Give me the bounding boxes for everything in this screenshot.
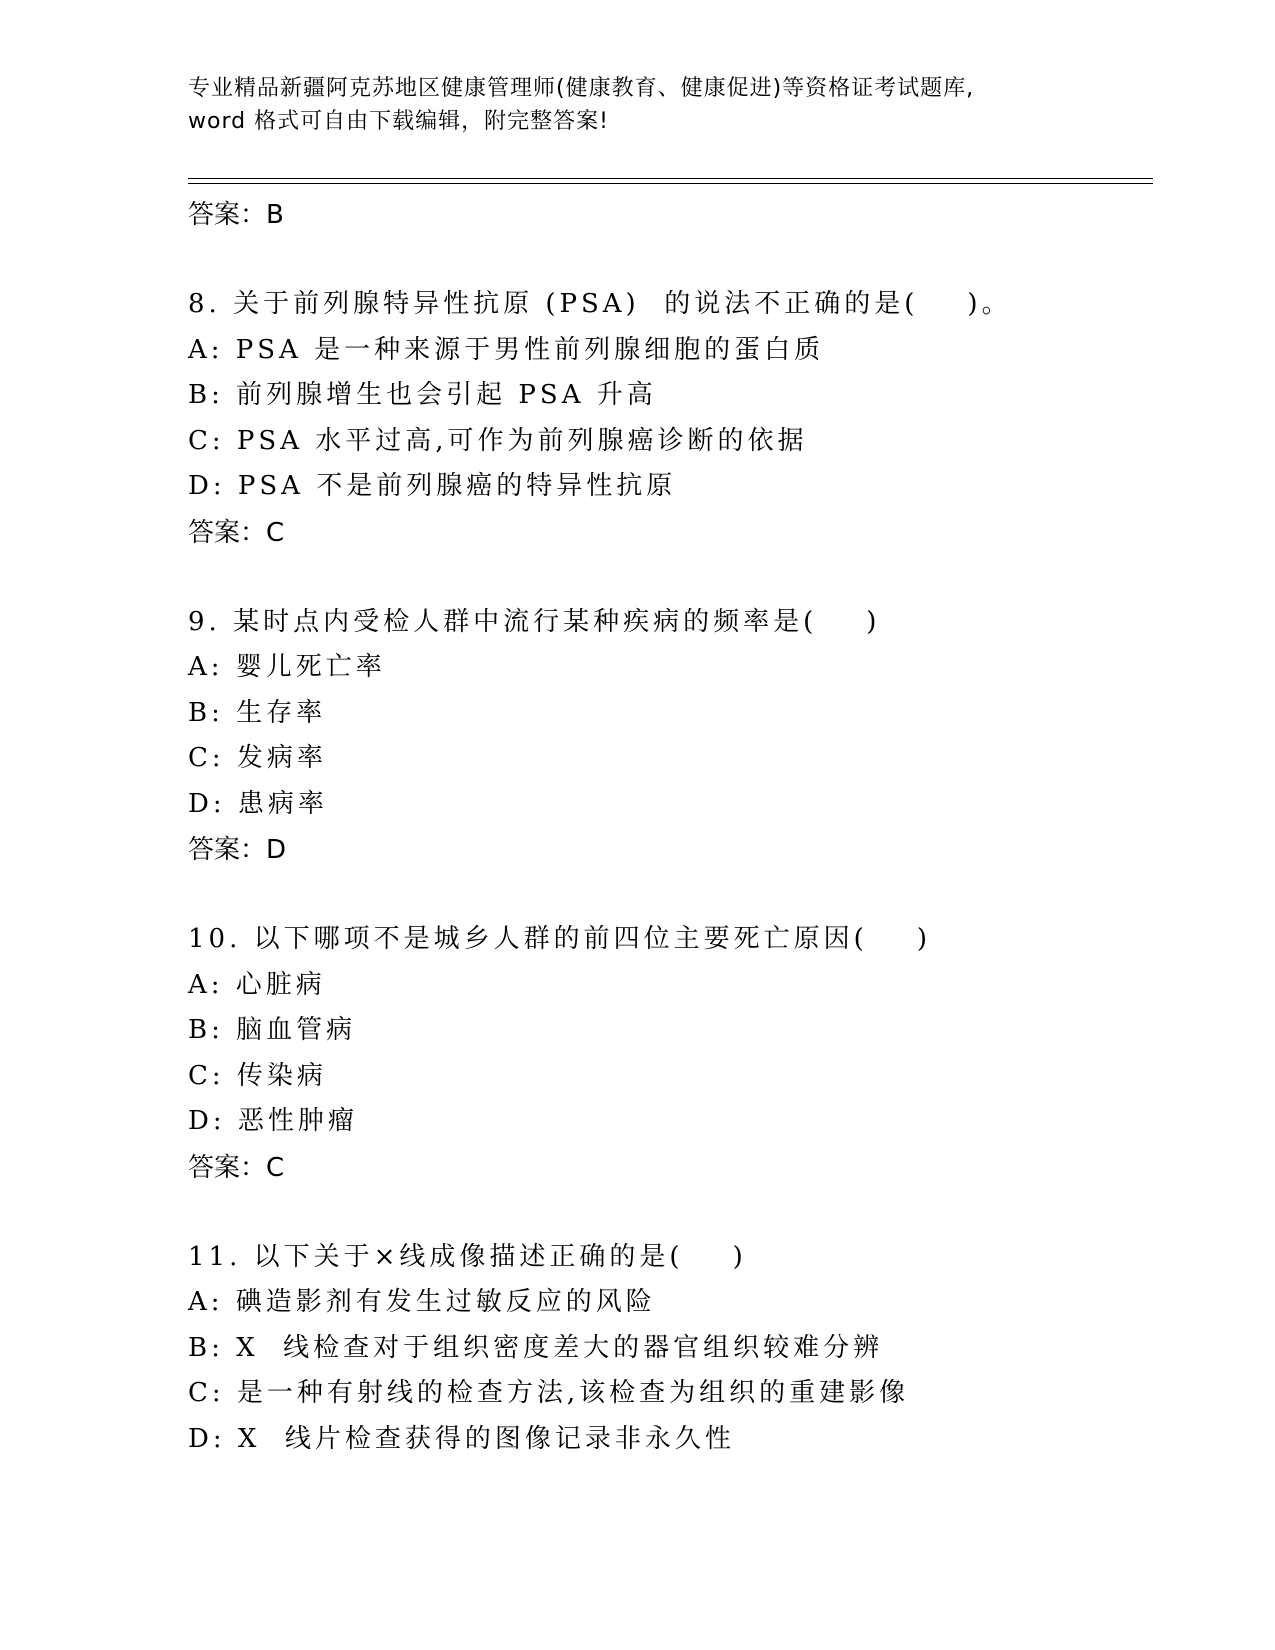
answer-line: 答案：C xyxy=(188,517,285,548)
option-c: C: 传染病 xyxy=(188,1060,327,1091)
option-a: A: 婴儿死亡率 xyxy=(188,652,386,682)
question-stem: 9. 某时点内受检人群中流行某种疾病的频率是( ) xyxy=(188,606,881,637)
question-10 xyxy=(188,917,1148,1191)
option-d: D: 患病率 xyxy=(188,788,328,819)
header-rule-top xyxy=(188,178,1153,179)
option-a: A: 碘造影剂有发生过敏反应的风险 xyxy=(188,1287,656,1317)
answer-line: 答案：C xyxy=(188,1152,285,1183)
question-9 xyxy=(188,600,1148,874)
question-stem: 11. 以下关于×线成像描述正确的是( ) xyxy=(188,1241,747,1272)
option-a: A: PSA 是一种来源于男性前列腺细胞的蛋白质 xyxy=(188,334,825,365)
option-b: B: 前列腺增生也会引起 PSA 升高 xyxy=(188,380,657,410)
option-c: C: 是一种有射线的检查方法,该检查为组织的重建影像 xyxy=(188,1378,910,1408)
option-a: A: 心脏病 xyxy=(188,969,326,1000)
question-8 xyxy=(188,282,1148,556)
header-rule-bottom xyxy=(188,183,1153,184)
option-b: B: 脑血管病 xyxy=(188,1015,357,1045)
option-d: D: 恶性肿瘤 xyxy=(188,1106,358,1136)
option-b: B: X 线检查对于组织密度差大的器官组织较难分辨 xyxy=(188,1332,884,1363)
header-line-1: 专业精品新疆阿克苏地区健康管理师(健康教育、健康促进)等资格证考试题库, xyxy=(188,76,975,101)
header-line-2: word 格式可自由下载编辑，附完整答案! xyxy=(188,109,609,134)
answer-line: 答案：B xyxy=(188,200,284,230)
option-d: D: PSA 不是前列腺癌的特异性抗原 xyxy=(188,471,677,501)
page-header xyxy=(188,72,1068,138)
option-d: D: X 线片检查获得的图像记录非永久性 xyxy=(188,1423,735,1454)
question-stem: 10. 以下哪项不是城乡人群的前四位主要死亡原因( ) xyxy=(188,924,931,954)
option-c: C: PSA 水平过高,可作为前列腺癌诊断的依据 xyxy=(188,425,808,456)
option-c: C: 发病率 xyxy=(188,743,327,773)
question-11 xyxy=(188,1235,1148,1463)
question-stem: 8. 关于前列腺特异性抗原 (PSA) 的说法不正确的是( )。 xyxy=(188,289,1012,319)
option-b: B: 生存率 xyxy=(188,697,327,728)
document-body xyxy=(188,192,1148,1462)
answer-line: 答案：D xyxy=(188,835,287,865)
